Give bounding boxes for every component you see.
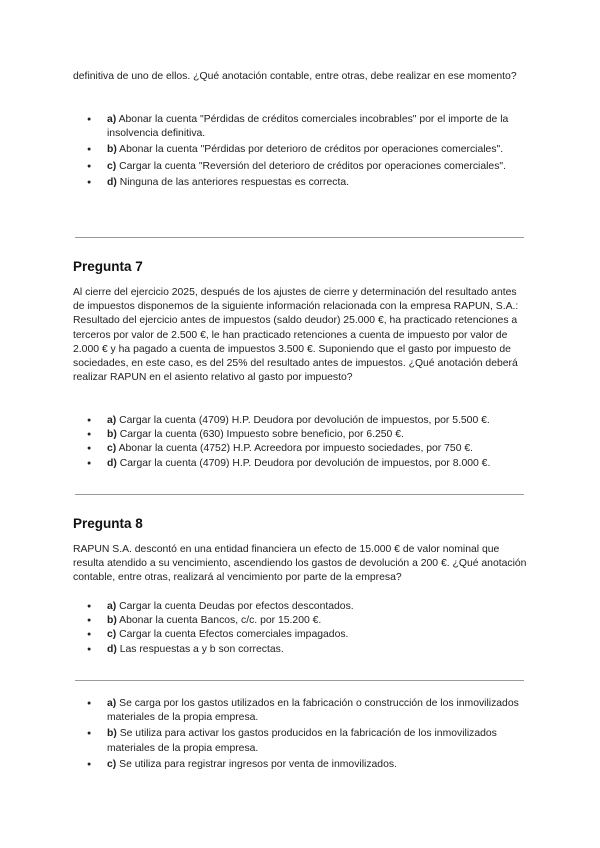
option-text: Cargar la cuenta (630) Impuesto sobre beneficio, por 6.250 €. (119, 429, 404, 441)
option-letter: b) (107, 429, 117, 441)
option-letter: c) (107, 160, 117, 172)
option-letter: d) (107, 457, 117, 469)
option-c[interactable] (73, 758, 529, 772)
question-6-options (73, 113, 529, 192)
question-6-text: definitiva de uno de ellos. ¿Qué anotación contable, entre otras, debe realizar en ese momento? (73, 71, 517, 82)
option-text: Se utiliza para activar los gastos producidos en la fabricación de los inmovilizados materiales de la propia empresa. (107, 728, 497, 754)
question-7 (73, 259, 529, 275)
option-text: Cargar la cuenta Deudas por efectos descontados. (119, 601, 354, 612)
option-a[interactable] (73, 414, 529, 428)
option-b[interactable] (73, 428, 529, 442)
question-6-continuation (73, 70, 529, 84)
question-7-body (73, 286, 529, 385)
option-text: Cargar la cuenta (4709) H.P. Deudora por devolución de impuestos, por 5.500 €. (119, 415, 490, 426)
option-a[interactable] (73, 697, 529, 725)
option-d[interactable] (73, 457, 529, 471)
option-c[interactable] (73, 160, 529, 174)
option-text: Cargar la cuenta Efectos comerciales impagados. (119, 629, 349, 641)
option-text: Ninguna de las anteriores respuestas es correcta. (119, 176, 349, 188)
option-letter: b) (107, 144, 117, 156)
option-c[interactable] (73, 442, 529, 456)
option-letter: a) (107, 601, 117, 612)
question-8-options (73, 600, 529, 657)
option-text: Cargar la cuenta (4709) H.P. Deudora por devolución de impuestos, por 8.000 €. (119, 457, 491, 469)
option-letter: a) (107, 698, 117, 709)
divider (75, 237, 524, 238)
option-b[interactable] (73, 727, 529, 755)
question-8 (73, 516, 529, 532)
option-letter: c) (107, 629, 117, 641)
divider (75, 494, 524, 495)
divider (75, 680, 524, 681)
option-c[interactable] (73, 628, 529, 642)
option-text: Abonar la cuenta Bancos, c/c. por 15.200 €. (119, 615, 322, 627)
question-7-options (73, 414, 529, 471)
question-7-title: Pregunta 7 (73, 259, 143, 274)
option-text: Las respuestas a y b son correctas. (119, 643, 284, 655)
option-text: Se utiliza para registrar ingresos por venta de inmovilizados. (119, 758, 397, 770)
option-letter: a) (107, 114, 117, 125)
option-d[interactable] (73, 643, 529, 657)
option-letter: c) (107, 758, 117, 770)
question-8-text: RAPUN S.A. descontó en una entidad financiera un efecto de 15.000 € de valor nominal que resulta atendido a su vencimiento, ascendiendo los gastos de devolución a 200 €. ¿Qué anotación contable, entre otras, realizará al vencimiento por parte de la empresa? (73, 544, 527, 584)
question-8-body (73, 543, 529, 586)
option-b[interactable] (73, 143, 529, 157)
option-letter: d) (107, 176, 117, 188)
question-9-options (73, 697, 529, 774)
option-a[interactable] (73, 113, 529, 141)
question-7-text: Al cierre del ejercicio 2025, después de los ajustes de cierre y determinación del resultado antes de impuestos disponemos de la siguiente información relacionada con la empresa RAPUN, S.A.: Resultado del ejercicio antes de impuestos (saldo deudor) 25.000 €, ha practicado retenciones a terceros por valor de 2.500 €, le han practicado retenciones a cuenta de impuesto por valor de 2.000 € y ha pagado a cuenta de impuestos 3.500 €. Suponiendo que el gasto por impuesto de sociedades, en este caso, es del 25% del resultado antes de impuestos. ¿Qué anotación deberá realizar RAPUN en el asiento relativo al gasto por impuesto? (73, 287, 519, 384)
option-d[interactable] (73, 176, 529, 190)
option-b[interactable] (73, 614, 529, 628)
option-letter: b) (107, 728, 117, 740)
option-text: Abonar la cuenta "Pérdidas de créditos comerciales incobrables" por el importe de la insolvencia definitiva. (107, 114, 509, 140)
option-text: Abonar la cuenta "Pérdidas por deterioro de créditos por operaciones comerciales". (119, 144, 504, 156)
option-text: Cargar la cuenta "Reversión del deterioro de créditos por operaciones comerciales". (119, 160, 506, 172)
question-8-title: Pregunta 8 (73, 516, 143, 531)
option-letter: b) (107, 615, 117, 627)
option-letter: a) (107, 415, 117, 426)
option-text: Abonar la cuenta (4752) H.P. Acreedora por impuesto sociedades, por 750 €. (118, 443, 474, 455)
option-text: Se carga por los gastos utilizados en la fabricación o construcción de los inmovilizados materiales de la propia empresa. (107, 698, 519, 724)
option-letter: d) (107, 643, 117, 655)
option-letter: c) (107, 443, 117, 455)
option-a[interactable] (73, 600, 529, 614)
